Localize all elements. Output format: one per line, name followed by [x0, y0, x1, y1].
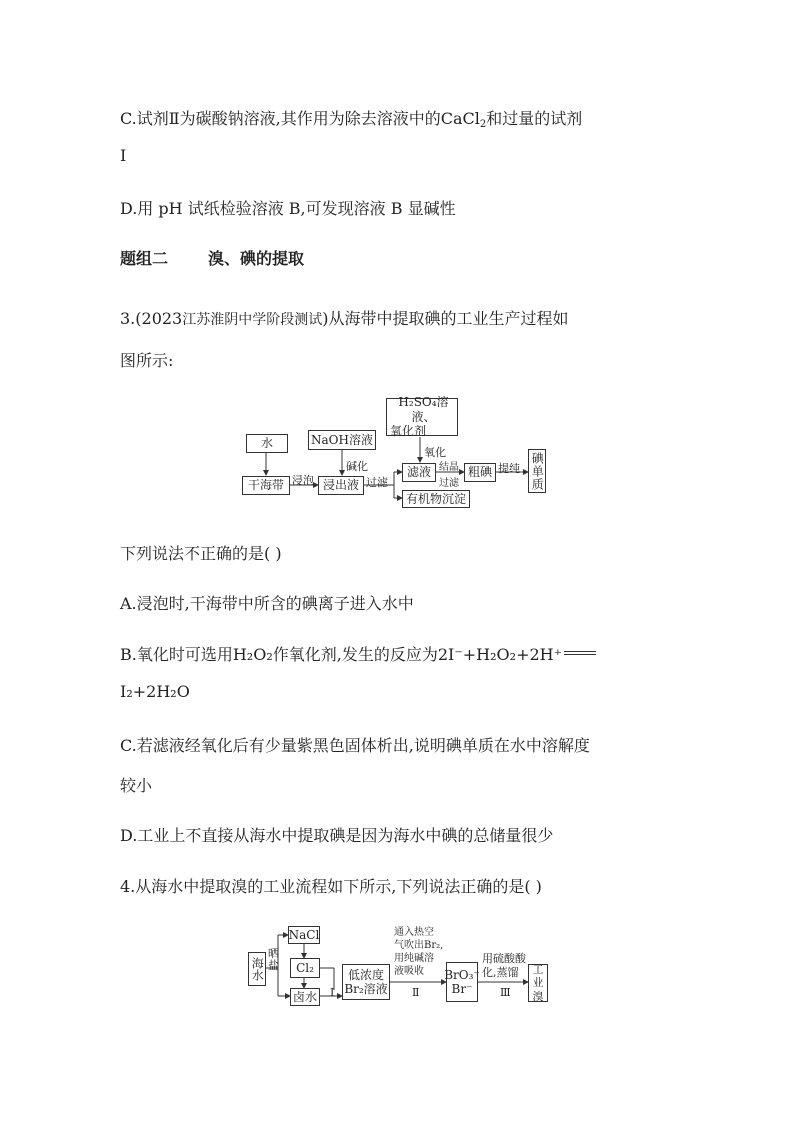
q3-box-naoh: NaOH溶液 [308, 430, 376, 450]
q3-box-iodine: 碘单质 [528, 449, 546, 493]
q4-blow-line2: 气吹出Br₂, [394, 940, 444, 951]
q4-label-step3: Ⅲ [500, 986, 511, 999]
prev-option-c-text-tail: 和过量的试剂 [486, 109, 583, 128]
q3-stem-line2: 图所示: [120, 351, 174, 370]
q3-label-purify: 提纯 [498, 462, 520, 475]
q4-box-brine: 卤水 [290, 988, 320, 1006]
q4-low-br-line1: 低浓度 [347, 967, 384, 982]
q4-low-br-line2: Br₂溶液 [344, 982, 388, 996]
q4-box-low-br [342, 964, 390, 1000]
section-title-number: 题组二 [120, 249, 169, 268]
q4-blow-line3: 用纯碱溶 [394, 953, 434, 964]
q3-label-crystal: 结晶 [439, 462, 459, 473]
q4-br-label: Br⁻ [451, 982, 473, 996]
q3-option-b-text: B.氧化时可选用H₂O₂作氧化剂,发生的反应为2I⁻+H₂O₂+2H⁺ [120, 645, 563, 664]
q3-box-filtrate: 滤液 [402, 463, 436, 482]
q3-label-soak: 浸泡 [292, 474, 314, 487]
prev-option-c-line2: Ⅰ [120, 146, 127, 165]
q3-option-d: D.工业上不直接从海水中提取碘是因为海水中碘的总储量很少 [120, 826, 554, 845]
prev-option-d: D.用 pH 试纸检验溶液 B,可发现溶液 B 显碱性 [120, 199, 456, 218]
q4-label-acid [482, 952, 526, 981]
q3-h2so4-line1: H₂SO₄溶液、 [398, 395, 449, 424]
q3-box-organic: 有机物沉淀 [402, 490, 470, 508]
q3-stem-text: )从海带中提取碘的工业生产过程如 [322, 309, 569, 328]
q4-bro3-label: BrO₃⁻ [444, 967, 480, 982]
q4-label-step2: Ⅱ [412, 986, 420, 999]
q4-product-line2: 溴 [532, 989, 544, 1003]
q4-box-seawater: 海水 [248, 952, 266, 986]
q4-blow-line1: 通入热空 [394, 927, 434, 938]
prev-option-c-subscript: 2 [479, 119, 487, 130]
q3-question: 下列说法不正确的是( ) [120, 544, 282, 563]
q4-acid-line1: 用硫酸酸 [482, 952, 526, 965]
q3-label-filter2: 过滤 [439, 478, 459, 489]
q3-label-oxidize: 氧化 [424, 446, 446, 459]
q4-label-step1: Ⅰ [330, 986, 335, 999]
q4-acid-line2: 化,蒸馏 [482, 966, 519, 980]
q4-stem: 4.从海水中提取溴的工业流程如下所示,下列说法正确的是( ) [120, 877, 542, 896]
q4-box-nacl: NaCl [288, 926, 320, 944]
q4-box-product [528, 964, 548, 1002]
q4-blow-line4: 液吸收 [394, 966, 424, 977]
q3-box-crude: 粗碘 [464, 463, 496, 482]
q3-label-alkali: 碱化 [346, 460, 368, 473]
q4-product-line1: 工业 [532, 963, 544, 990]
q3-option-b-line2: I₂+2H₂O [120, 682, 190, 701]
section-title-topic: 溴、碘的提取 [208, 249, 305, 268]
q4-label-blow [394, 926, 443, 978]
q3-label-filter: 过滤 [366, 476, 388, 489]
q3-box-water: 水 [246, 434, 288, 453]
q4-label-salt: 晒盐 [268, 947, 279, 973]
q3-source: 江苏淮阴中学阶段测试 [182, 312, 323, 328]
q3-box-leach: 浸出液 [318, 476, 364, 495]
q3-h2so4-line2: 氧化剂 [390, 424, 427, 439]
q4-box-bro3 [446, 962, 478, 1002]
q3-number: 3.(2023 [120, 309, 183, 328]
prev-option-c-text: C.试剂Ⅱ为碳酸钠溶液,其作用为除去溶液中的CaCl [120, 109, 480, 128]
q3-option-a: A.浸泡时,干海带中所含的碘离子进入水中 [120, 594, 414, 613]
q3-box-kelp: 干海带 [242, 476, 290, 495]
q4-box-cl2: Cl₂ [290, 958, 320, 978]
q3-option-c-line1: C.若滤液经氧化后有少量紫黑色固体析出,说明碘单质在水中溶解度 [120, 736, 590, 755]
q3-option-c-line2: 较小 [120, 776, 153, 795]
